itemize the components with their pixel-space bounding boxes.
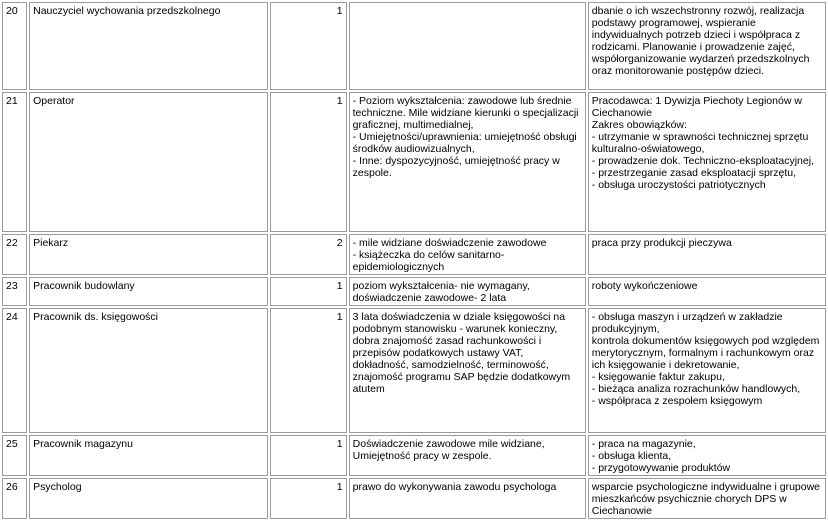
duty-line: ich księgowanie i dekretowanie, xyxy=(591,359,740,371)
requirement-line: - Inne: dyspozycyjność, umiejętność pracy w xyxy=(352,155,560,167)
requirement-line: epidemiologicznych xyxy=(352,261,445,273)
duties-cell xyxy=(588,234,826,275)
table-row xyxy=(2,234,826,275)
duty-line: mieszkańców psychicznie chorych DPS w xyxy=(591,493,787,505)
row-number-cell: 26 xyxy=(2,478,27,519)
requirement-line: - Umiejętności/uprawnienia: umiejętność obsługi xyxy=(352,131,577,143)
duty-line: produkcyjnym, xyxy=(591,323,660,335)
duty-line: Pracodawca: 1 Dywizja Piechoty Legionów w xyxy=(591,95,802,107)
requirement-line: - książeczka do celów sanitarno- xyxy=(352,249,505,261)
requirements-cell xyxy=(349,277,586,306)
requirement-line: zespole. xyxy=(352,167,392,179)
table-row xyxy=(2,478,826,519)
duty-line: - prowadzenie dok. Techniczno-eksploatacyjnej, xyxy=(591,155,814,167)
requirements-cell xyxy=(349,435,586,476)
requirement-line: Doświadczenie zawodowe mile widziane, xyxy=(352,438,545,450)
job-title-cell: Operator xyxy=(29,92,268,232)
duty-line: merytorycznym, formalnym i rachunkowym oraz xyxy=(591,347,815,359)
job-title-cell: Piekarz xyxy=(29,234,268,275)
duties-cell xyxy=(588,308,826,433)
duty-line: kontrola dokumentów księgowych pod względem xyxy=(591,335,820,347)
requirement-line: prawo do wykonywania zawodu psychologa xyxy=(352,481,557,493)
job-title-cell: Pracownik ds. księgowości xyxy=(29,308,268,433)
duty-line: podstawy programowej, wspieranie xyxy=(591,17,756,29)
duty-line: - obsługa maszyn i urządzeń w zakładzie xyxy=(591,311,783,323)
requirement-line: Umiejętność pracy w zespole. xyxy=(352,450,492,462)
table-row xyxy=(2,92,826,232)
vacancy-count-cell: 1 xyxy=(270,277,346,306)
table-row xyxy=(2,435,826,476)
vacancy-count-cell: 1 xyxy=(270,92,346,232)
job-title-cell: Nauczyciel wychowania przedszkolnego xyxy=(29,2,268,90)
requirement-line: techniczne. Mile widziane kierunki o specjalizacji xyxy=(352,107,579,119)
table-row xyxy=(2,2,826,90)
requirements-cell xyxy=(349,234,586,275)
vacancy-count-cell: 1 xyxy=(270,478,346,519)
requirements-cell xyxy=(349,308,586,433)
requirement-line: dobra znajomość zasad rachunkowości i xyxy=(352,335,542,347)
vacancy-count-cell: 1 xyxy=(270,435,346,476)
requirement-line: graficznej, multimedialnej, xyxy=(352,119,474,131)
duties-cell xyxy=(588,92,826,232)
row-number-cell: 24 xyxy=(2,308,27,433)
duties-cell xyxy=(588,2,826,90)
requirement-line: znajomość programu SAP będzie dodatkowym xyxy=(352,371,571,383)
job-title-cell: Pracownik budowlany xyxy=(29,277,268,306)
duty-line: rodzicami. Planowanie i prowadzenie zajęć, xyxy=(591,41,795,53)
table-row xyxy=(2,277,826,306)
requirement-line: 3 lata doświadczenia w dziale księgowości na xyxy=(352,311,566,323)
row-number-cell: 25 xyxy=(2,435,27,476)
table-row xyxy=(2,308,826,433)
job-title-cell: Pracownik magazynu xyxy=(29,435,268,476)
duty-line: - praca na magazynie, xyxy=(591,438,696,450)
duty-line: - przestrzeganie zasad eksploatacji sprzętu, xyxy=(591,167,797,179)
duties-cell xyxy=(588,277,826,306)
duty-line: Zakres obowiązków: xyxy=(591,119,687,131)
requirement-line: atutem xyxy=(352,383,385,395)
requirement-line: środków audiowizualnych, xyxy=(352,143,475,155)
duty-line: - obsługa uroczystości patriotycznych xyxy=(591,179,766,191)
duty-line: - księgowanie faktur zakupu, xyxy=(591,371,725,383)
requirements-cell xyxy=(349,92,586,232)
duty-line: - utrzymanie w sprawności technicznej sprzętu xyxy=(591,131,809,143)
requirement-line: doświadczenie zawodowe- 2 lata xyxy=(352,292,507,304)
requirement-line: dokładność, samodzielność, terminowość, xyxy=(352,359,549,371)
duty-line: Ciechanowie xyxy=(591,107,652,119)
duty-line: Ciechanowie xyxy=(591,505,652,517)
vacancy-count-cell: 2 xyxy=(270,234,346,275)
duty-line: oraz monitorowanie postępów dzieci. xyxy=(591,65,764,77)
duty-line: indywidualnych potrzeb dzieci i współpraca z xyxy=(591,29,801,41)
vacancy-count-cell: 1 xyxy=(270,308,346,433)
requirements-cell xyxy=(349,2,586,90)
requirement-line: - Poziom wykształcenia: zawodowe lub średnie xyxy=(352,95,572,107)
duty-line: kulturalno-oświatowego, xyxy=(591,143,705,155)
duty-line: dbanie o ich wszechstronny rozwój, realizacja xyxy=(591,5,805,17)
duty-line: - bieżąca analiza rozrachunków handlowych, xyxy=(591,383,801,395)
row-number-cell: 22 xyxy=(2,234,27,275)
vacancy-count-cell: 1 xyxy=(270,2,346,90)
duty-line: - współpraca z zespołem księgowym xyxy=(591,395,763,407)
duty-line: roboty wykończeniowe xyxy=(591,280,698,292)
duty-line: praca przy produkcji pieczywa xyxy=(591,237,732,249)
requirement-line: - mile widziane doświadczenie zawodowe xyxy=(352,237,547,249)
table-body xyxy=(2,2,826,519)
row-number-cell: 23 xyxy=(2,277,27,306)
duty-line: - przygotowywanie produktów xyxy=(591,462,731,474)
duty-line: - obsługa klienta, xyxy=(591,450,672,462)
row-number-cell: 21 xyxy=(2,92,27,232)
requirements-cell xyxy=(349,478,586,519)
duties-cell xyxy=(588,435,826,476)
duties-cell xyxy=(588,478,826,519)
row-number-cell: 20 xyxy=(2,2,27,90)
requirement-line: poziom wykształcenia- nie wymagany, xyxy=(352,280,530,292)
requirement-line: podobnym stanowisku - warunek konieczny, xyxy=(352,323,558,335)
duty-line: współorganizowanie wydarzeń przedszkolnych xyxy=(591,53,810,65)
requirement-line: przepisów podatkowych ustawy VAT, xyxy=(352,347,524,359)
job-title-cell: Psycholog xyxy=(29,478,268,519)
duty-line: wsparcie psychologiczne indywidualne i grupowe xyxy=(591,481,821,493)
